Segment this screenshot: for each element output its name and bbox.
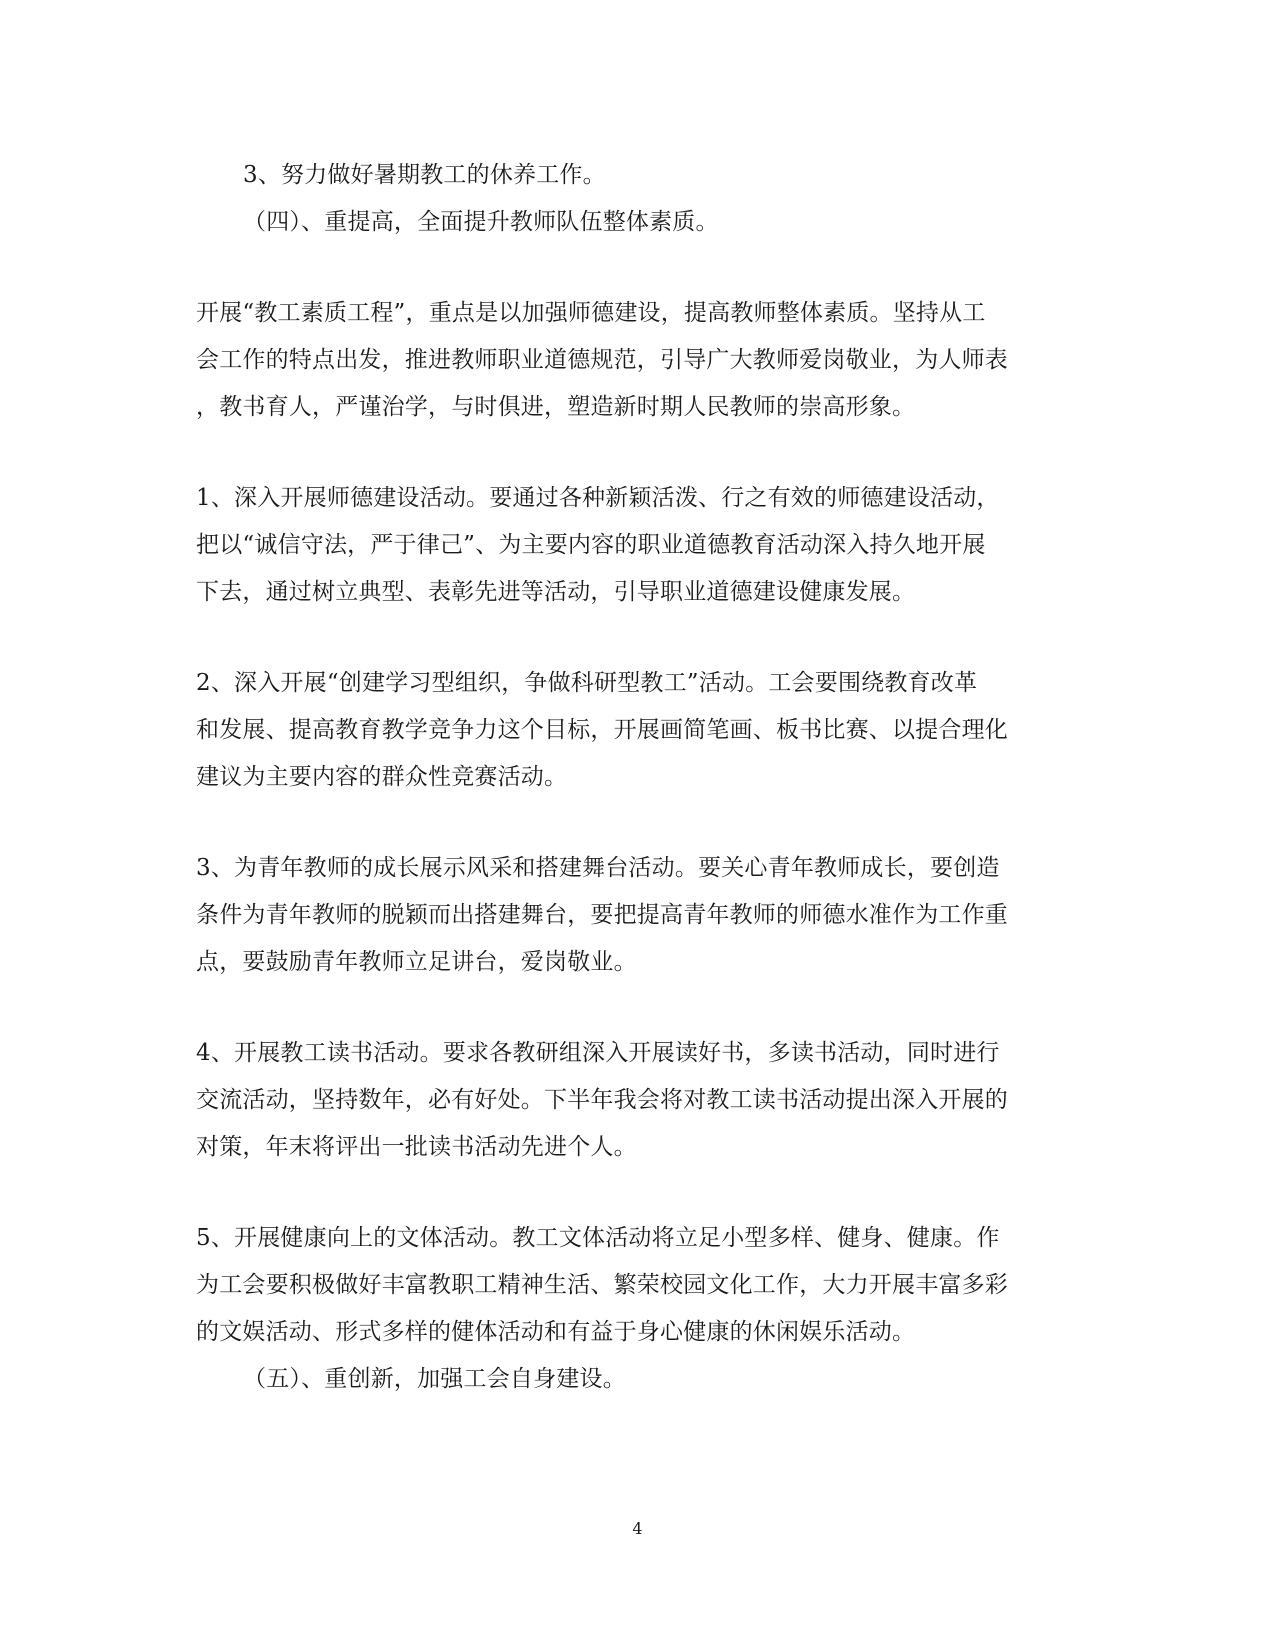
- page-number: 4: [632, 1519, 643, 1538]
- section-heading-4: （四）、重提高，全面提升教师队伍整体素质。: [243, 209, 719, 235]
- paragraph-line: 条件为青年教师的脱颖而出搭建舞台，要把提高青年教师的师德水准作为工作重: [196, 902, 1008, 928]
- paragraph-line: 1、深入开展师德建设活动。要通过各种新颖活泼、行之有效的师德建设活动，: [196, 485, 1000, 511]
- paragraph-line: 建议为主要内容的群众性竞赛活动。: [196, 764, 568, 790]
- paragraph-line: 会工作的特点出发，推进教师职业道德规范，引导广大教师爱岗敬业，为人师表: [196, 347, 1008, 373]
- paragraph-line: 5、开展健康向上的文体活动。教工文体活动将立足小型多样、健身、健康。作: [196, 1225, 1000, 1251]
- paragraph-line: 的文娱活动、形式多样的健体活动和有益于身心健康的休闲娱乐活动。: [196, 1319, 916, 1345]
- section-heading-5: （五）、重创新，加强工会自身建设。: [243, 1366, 626, 1392]
- paragraph-line: 交流活动，坚持数年，必有好处。下半年我会将对教工读书活动提出深入开展的: [196, 1087, 1008, 1113]
- paragraph-line: 开展“教工素质工程”，重点是以加强师德建设，提高教师整体素质。坚持从工: [196, 300, 986, 326]
- paragraph-line: 3、为青年教师的成长展示风采和搭建舞台活动。要关心青年教师成长，要创造: [196, 855, 1000, 881]
- paragraph-line: ，教书育人，严谨治学，与时俱进，塑造新时期人民教师的崇高形象。: [196, 394, 916, 420]
- paragraph-line: 对策，年末将评出一批读书活动先进个人。: [196, 1134, 637, 1160]
- paragraph-line: 为工会要积极做好丰富教职工精神生活、繁荣校园文化工作，大力开展丰富多彩: [196, 1272, 1008, 1298]
- paragraph-line: 4、开展教工读书活动。要求各教研组深入开展读好书，多读书活动，同时进行: [196, 1040, 1000, 1066]
- paragraph-line: 点，要鼓励青年教师立足讲台，爱岗敬业。: [196, 949, 637, 975]
- paragraph-line: 2、深入开展“创建学习型组织，争做科研型教工”活动。工会要围绕教育改革: [196, 670, 978, 696]
- paragraph-line: 下去，通过树立典型、表彰先进等活动，引导职业道德建设健康发展。: [196, 579, 916, 605]
- paragraph-line: 和发展、提高教育教学竞争力这个目标，开展画简笔画、板书比赛、以提合理化: [196, 717, 1008, 743]
- paragraph-line: 把以“诚信守法，严于律己”、为主要内容的职业道德教育活动深入持久地开展: [196, 532, 986, 558]
- item-3-vacation: 3、努力做好暑期教工的休养工作。: [243, 162, 606, 188]
